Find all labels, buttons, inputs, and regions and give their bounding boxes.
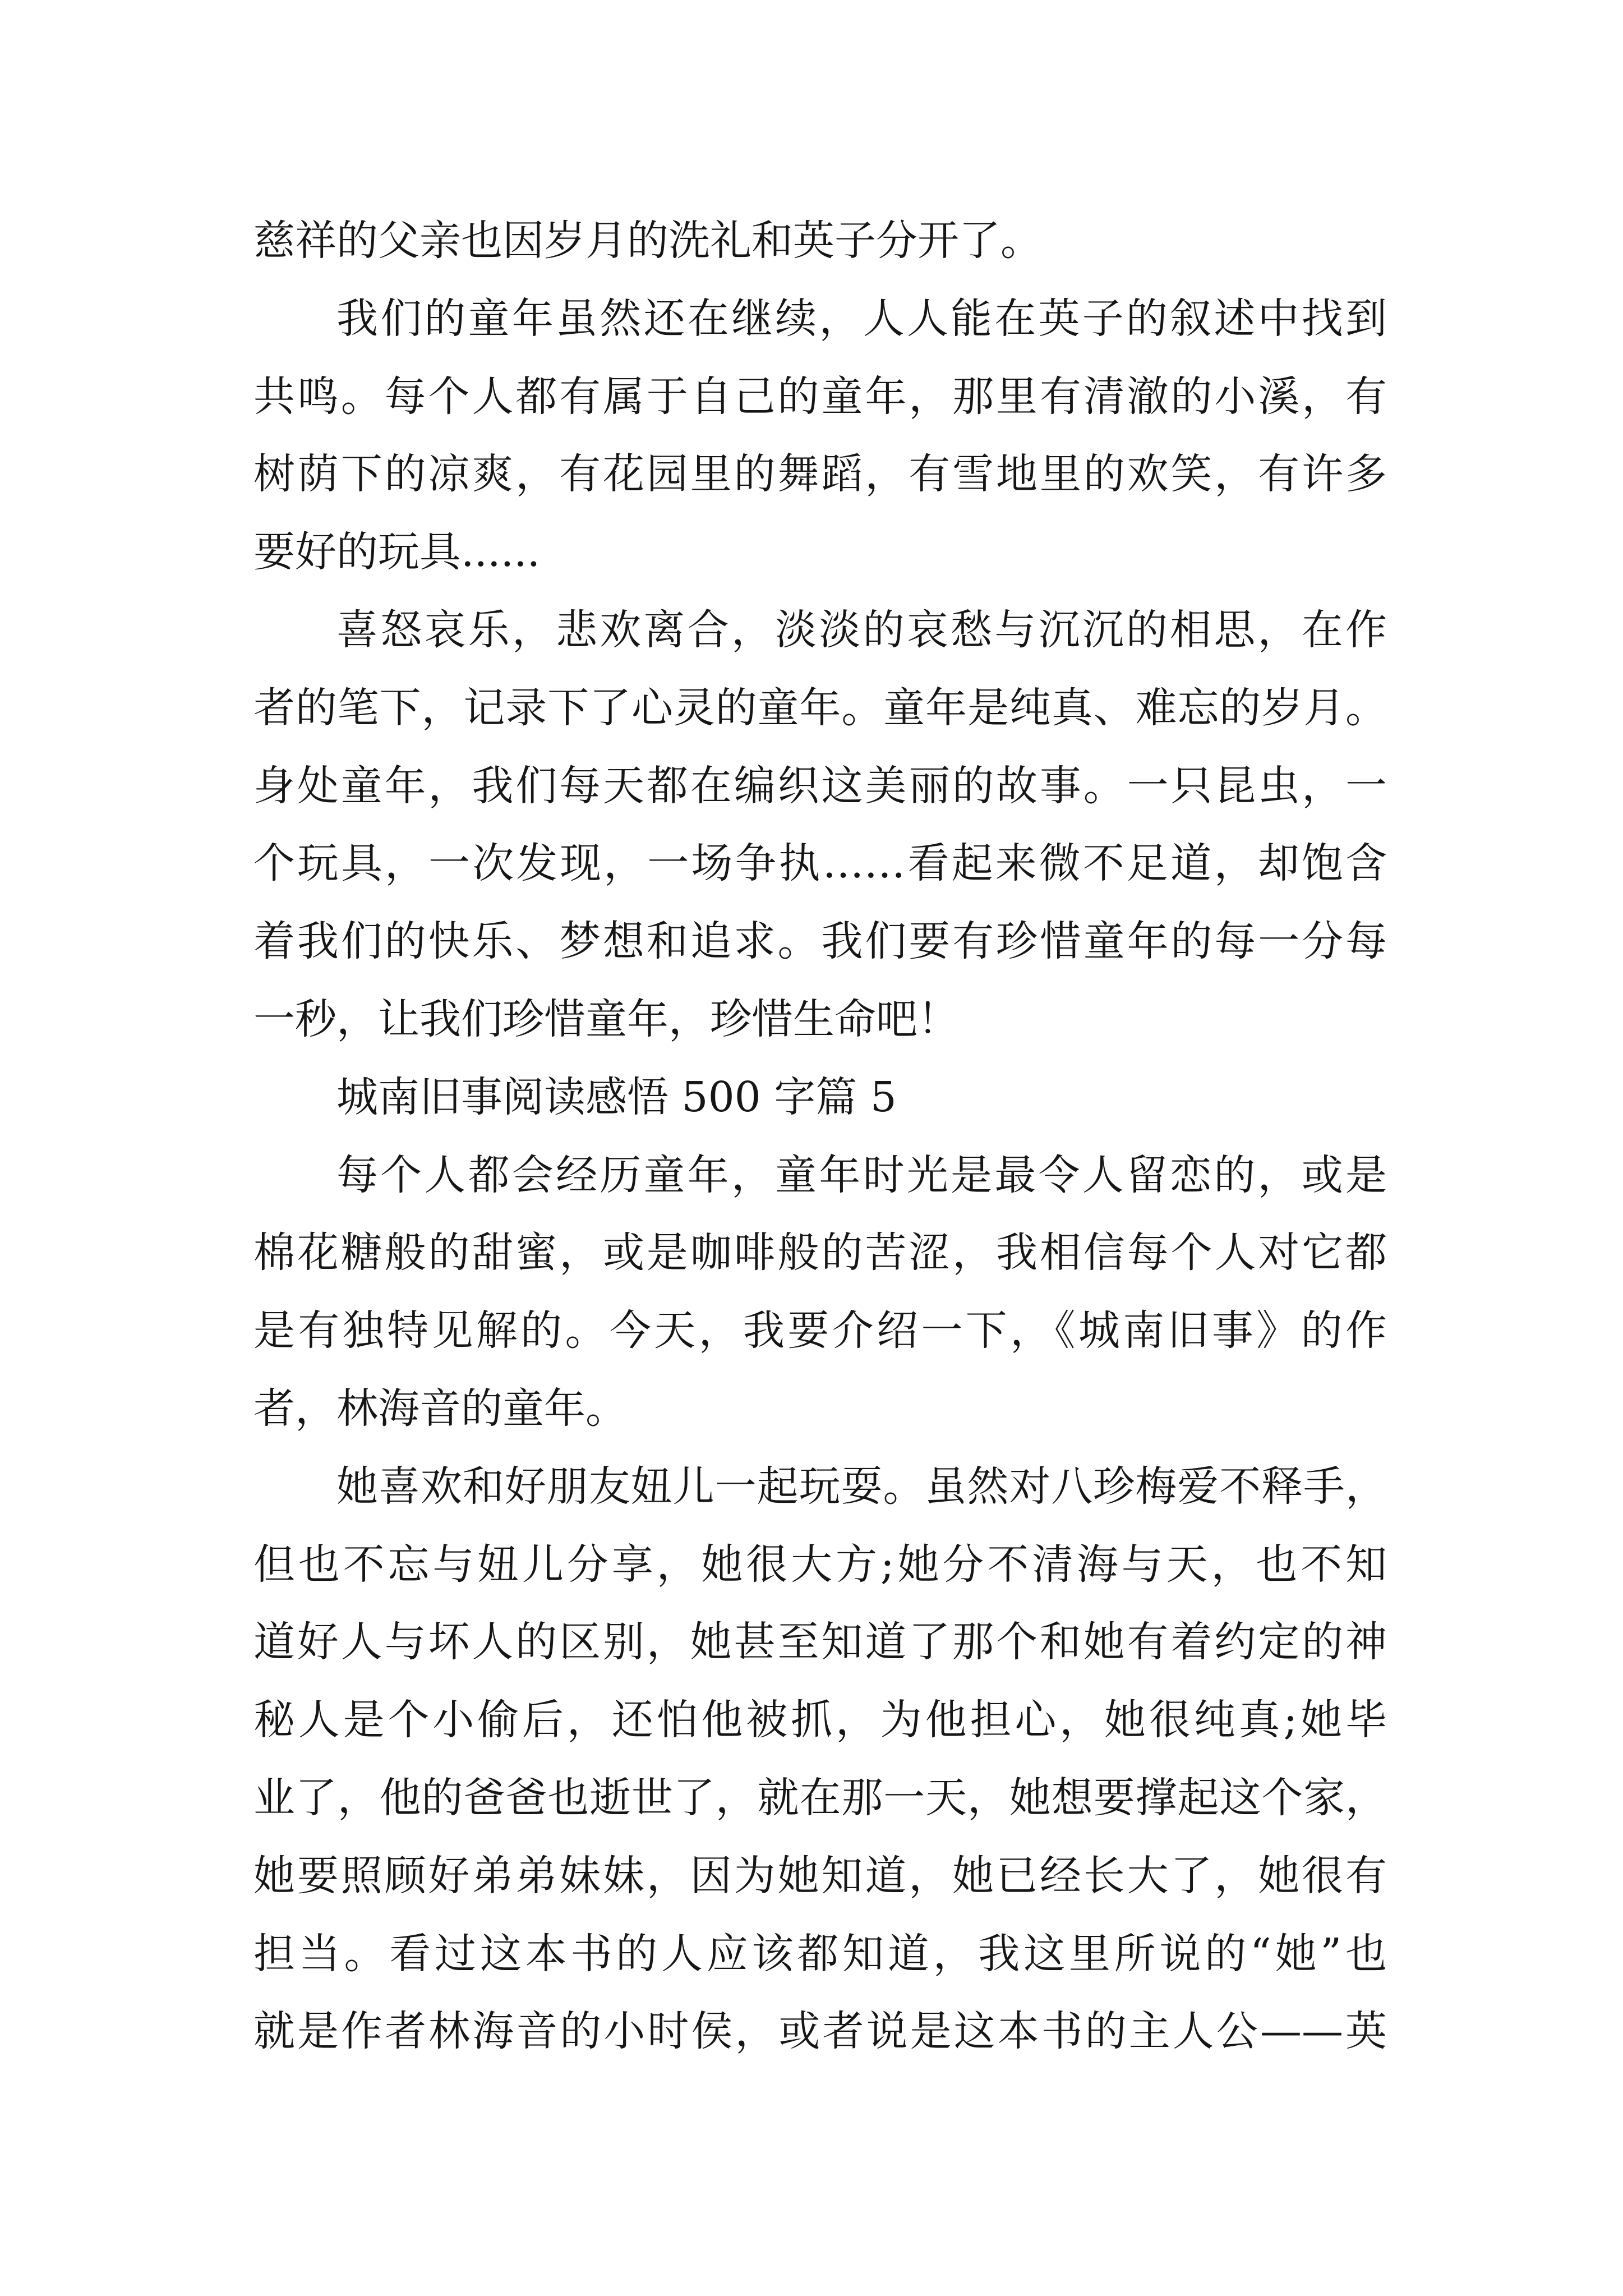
text-line: 慈祥的父亲也因岁月的洗礼和英子分开了。 [253,217,1042,265]
text-line: 道好人与坏人的区别，她甚至知道了那个和她有着约定的神 [253,1618,1387,1667]
text-line: 一秒，让我们珍惜童年，珍惜生命吧！ [253,995,959,1043]
text-line: 每个人都会经历童年，童年时光是最令人留恋的，或是 [336,1151,1387,1199]
text-line: 着我们的快乐、梦想和追求。我们要有珍惜童年的每一分每 [253,917,1387,966]
text-line: 我们的童年虽然还在继续，人人能在英子的叙述中找到 [336,294,1387,343]
text-line: 秘人是个小偷后，还怕他被抓，为他担心，她很纯真;她毕 [253,1696,1387,1745]
text-line: 喜怒哀乐，悲欢离合，淡淡的哀愁与沉沉的相思，在作 [336,605,1387,654]
text-line: 要好的玩具...... [253,528,541,577]
text-line: 棉花糖般的甜蜜，或是咖啡般的苦涩，我相信每个人对它都 [253,1228,1387,1277]
text-line: 业了，他的爸爸也逝世了，就在那一天，她想要撑起这个家， [253,1773,1387,1822]
text-line: 身处童年，我们每天都在编织这美丽的故事。一只昆虫，一 [253,761,1387,810]
document-body [253,202,1387,2070]
text-line: 她要照顾好弟弟妹妹，因为她知道，她已经长大了，她很有 [253,1851,1387,1900]
text-line: 担当。看过这本书的人应该都知道，我这里所说的“她”也 [253,1929,1387,1978]
text-line: 个玩具，一次发现，一场争执……看起来微不足道，却饱含 [253,839,1387,888]
section-heading: 城南旧事阅读感悟 500 字篇 5 [336,1073,897,1121]
paragraph [253,1448,1387,2070]
paragraph [253,591,1387,1059]
text-line: 者，林海音的童年。 [253,1384,627,1433]
text-line: 但也不忘与妞儿分享，她很大方;她分不清海与天，也不知 [253,1540,1387,1589]
paragraph [253,202,1387,280]
paragraph [253,1137,1387,1448]
text-line: 就是作者林海音的小时侯，或者说是这本书的主人公——英 [253,2007,1387,2056]
text-line: 她喜欢和好朋友妞儿一起玩耍。虽然对八珍梅爱不释手， [336,1462,1387,1511]
text-line: 者的笔下，记录下了心灵的童年。童年是纯真、难忘的岁月。 [253,683,1387,732]
text-line: 是有独特见解的。今天，我要介绍一下，《城南旧事》的作 [253,1306,1387,1355]
text-line: 共鸣。每个人都有属于自己的童年，那里有清澈的小溪，有 [253,372,1387,421]
text-line: 树荫下的凉爽，有花园里的舞蹈，有雪地里的欢笑，有许多 [253,450,1387,499]
paragraph [253,280,1387,591]
